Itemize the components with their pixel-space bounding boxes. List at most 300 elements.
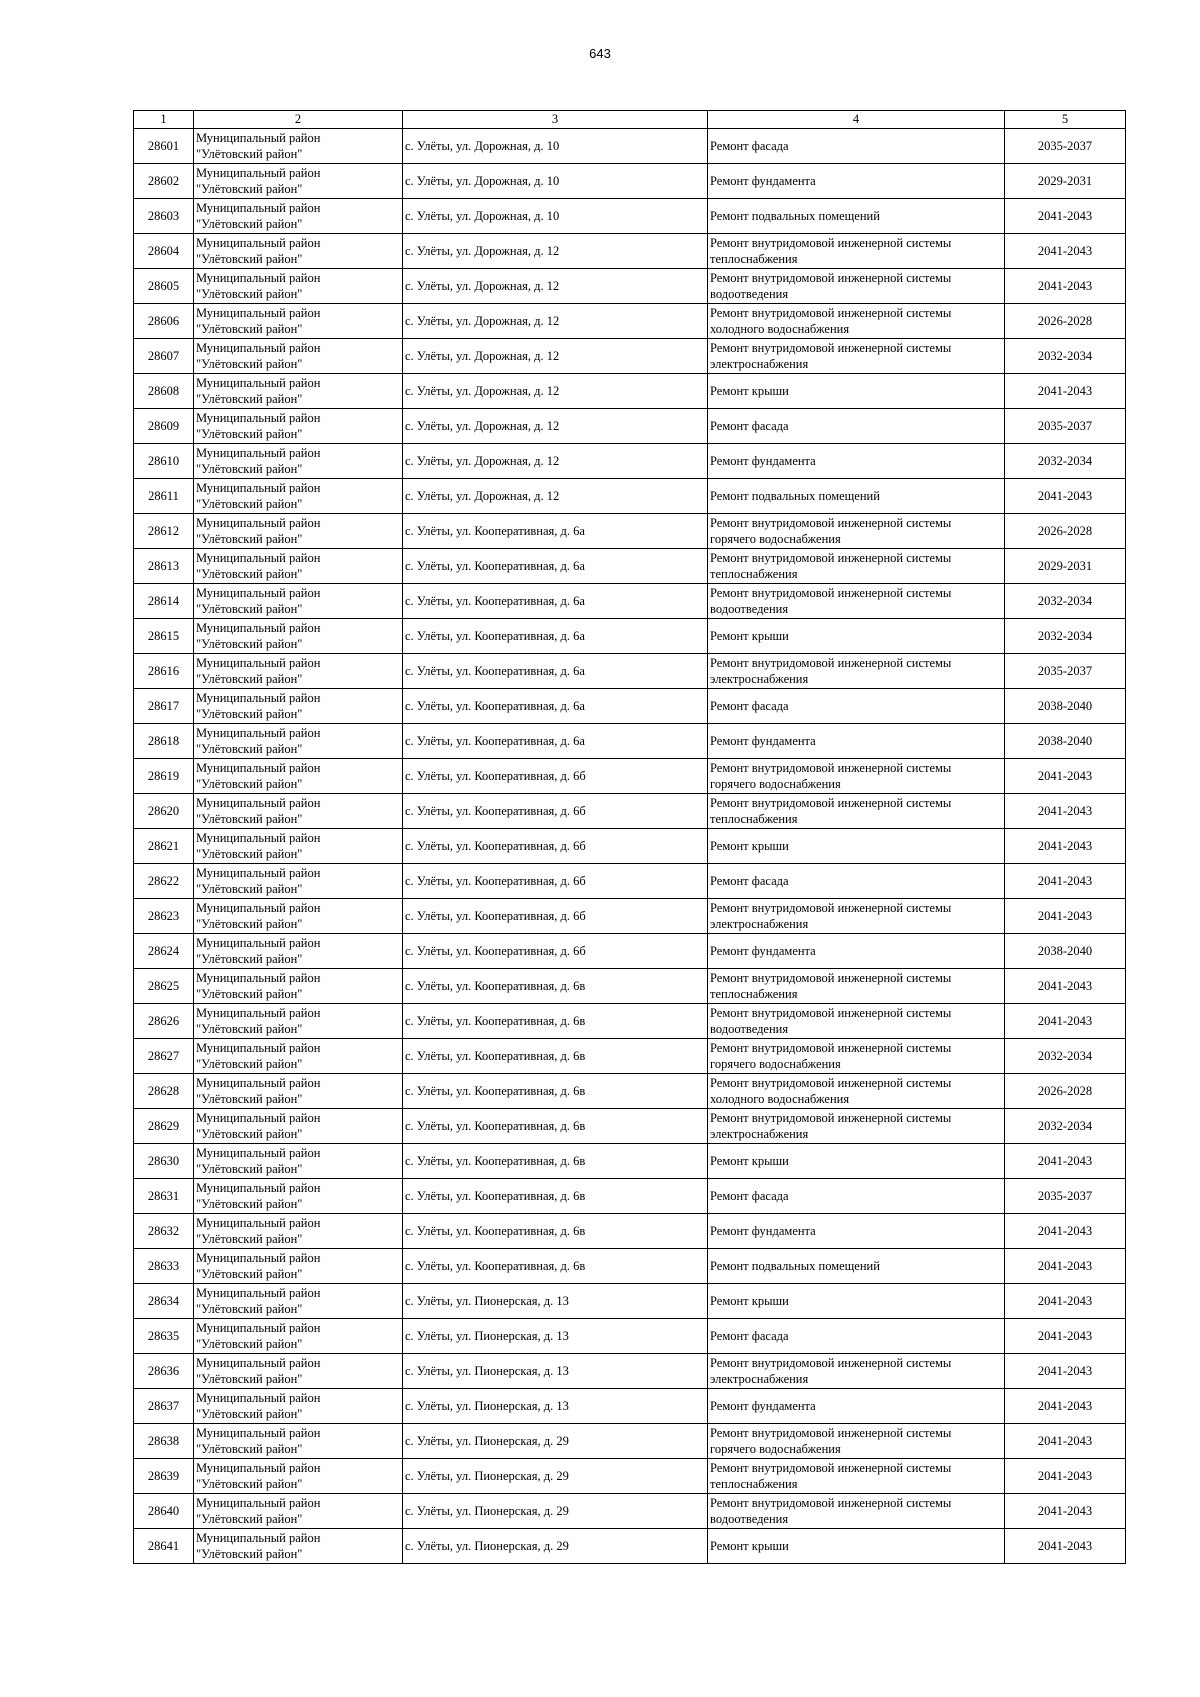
address-cell: с. Улёты, ул. Кооперативная, д. 6в [403, 1074, 708, 1109]
table-row [134, 1424, 1126, 1459]
table-row [134, 829, 1126, 864]
address-cell: с. Улёты, ул. Кооперативная, д. 6а [403, 689, 708, 724]
row-number-cell: 28606 [134, 304, 194, 339]
period-cell: 2041-2043 [1005, 1389, 1126, 1424]
work-type-line: Ремонт внутридомовой инженерной системы [710, 516, 952, 530]
municipality-line: Муниципальный район [196, 1181, 321, 1195]
table-row [134, 129, 1126, 164]
table-row [134, 374, 1126, 409]
work-type-cell [708, 969, 1005, 1004]
municipality-line: Муниципальный район [196, 236, 321, 250]
work-type-cell [708, 1529, 1005, 1564]
municipality-cell [194, 1214, 403, 1249]
municipality-line: "Улётовский район" [196, 742, 303, 756]
work-type-line: Ремонт внутридомовой инженерной системы [710, 901, 952, 915]
table-header [134, 111, 1126, 129]
address-cell: с. Улёты, ул. Пионерская, д. 29 [403, 1494, 708, 1529]
work-type-cell [708, 1039, 1005, 1074]
work-type-cell [708, 1424, 1005, 1459]
municipality-line: "Улётовский район" [196, 182, 303, 196]
municipality-line: "Улётовский район" [196, 252, 303, 266]
address-cell: с. Улёты, ул. Пионерская, д. 13 [403, 1284, 708, 1319]
municipality-line: Муниципальный район [196, 481, 321, 495]
period-cell: 2041-2043 [1005, 1424, 1126, 1459]
municipality-line: "Улётовский район" [196, 1302, 303, 1316]
row-number-cell: 28623 [134, 899, 194, 934]
work-type-cell [708, 1074, 1005, 1109]
work-type-cell [708, 1459, 1005, 1494]
address-cell: с. Улёты, ул. Кооперативная, д. 6а [403, 619, 708, 654]
table-body [134, 129, 1126, 1564]
municipality-line: "Улётовский район" [196, 987, 303, 1001]
municipality-cell [194, 514, 403, 549]
work-type-cell [708, 409, 1005, 444]
work-type-line: Ремонт внутридомовой инженерной системы [710, 236, 952, 250]
municipality-cell [194, 654, 403, 689]
work-type-line: Ремонт внутридомовой инженерной системы [710, 796, 952, 810]
municipality-line: Муниципальный район [196, 1041, 321, 1055]
municipality-line: "Улётовский район" [196, 322, 303, 336]
work-type-line: электроснабжения [710, 1372, 809, 1386]
period-cell: 2041-2043 [1005, 864, 1126, 899]
row-number-cell: 28619 [134, 759, 194, 794]
period-cell: 2038-2040 [1005, 934, 1126, 969]
work-type-cell [708, 619, 1005, 654]
row-number-cell: 28641 [134, 1529, 194, 1564]
period-cell: 2035-2037 [1005, 409, 1126, 444]
address-cell: с. Улёты, ул. Кооперативная, д. 6а [403, 514, 708, 549]
municipality-cell [194, 934, 403, 969]
work-type-line: Ремонт внутридомовой инженерной системы [710, 656, 952, 670]
row-number-cell: 28609 [134, 409, 194, 444]
municipality-line: "Улётовский район" [196, 917, 303, 931]
row-number-cell: 28616 [134, 654, 194, 689]
municipality-line: Муниципальный район [196, 656, 321, 670]
work-type-line: горячего водоснабжения [710, 532, 841, 546]
work-type-line: холодного водоснабжения [710, 1092, 850, 1106]
work-type-cell [708, 654, 1005, 689]
work-type-line: Ремонт внутридомовой инженерной системы [710, 761, 952, 775]
address-cell: с. Улёты, ул. Пионерская, д. 13 [403, 1389, 708, 1424]
table-row [134, 864, 1126, 899]
work-type-line: водоотведения [710, 602, 789, 616]
period-cell: 2026-2028 [1005, 514, 1126, 549]
work-type-line: Ремонт внутридомовой инженерной системы [710, 1496, 952, 1510]
row-number-cell: 28601 [134, 129, 194, 164]
address-cell: с. Улёты, ул. Пионерская, д. 13 [403, 1319, 708, 1354]
work-type-line: Ремонт внутридомовой инженерной системы [710, 1461, 952, 1475]
table-row [134, 234, 1126, 269]
table-row [134, 164, 1126, 199]
municipality-cell [194, 444, 403, 479]
period-cell: 2026-2028 [1005, 1074, 1126, 1109]
work-type-line: Ремонт внутридомовой инженерной системы [710, 586, 952, 600]
period-cell: 2029-2031 [1005, 549, 1126, 584]
municipality-cell [194, 374, 403, 409]
period-cell: 2032-2034 [1005, 619, 1126, 654]
municipality-line: "Улётовский район" [196, 637, 303, 651]
work-type-cell [708, 514, 1005, 549]
municipality-line: Муниципальный район [196, 971, 321, 985]
work-type-line: горячего водоснабжения [710, 1442, 841, 1456]
municipality-line: Муниципальный район [196, 166, 321, 180]
address-cell: с. Улёты, ул. Дорожная, д. 12 [403, 304, 708, 339]
address-cell: с. Улёты, ул. Кооперативная, д. 6в [403, 1144, 708, 1179]
header-row [134, 111, 1126, 129]
municipality-cell [194, 794, 403, 829]
municipality-cell [194, 549, 403, 584]
period-cell: 2041-2043 [1005, 1144, 1126, 1179]
municipality-line: Муниципальный район [196, 1356, 321, 1370]
municipality-cell [194, 619, 403, 654]
table-row [134, 514, 1126, 549]
municipality-line: "Улётовский район" [196, 1197, 303, 1211]
work-type-cell [708, 374, 1005, 409]
row-number-cell: 28626 [134, 1004, 194, 1039]
municipality-line: Муниципальный район [196, 1006, 321, 1020]
work-type-line: Ремонт внутридомовой инженерной системы [710, 1006, 952, 1020]
work-type-line: электроснабжения [710, 672, 809, 686]
municipality-line: "Улётовский район" [196, 1512, 303, 1526]
municipality-line: "Улётовский район" [196, 602, 303, 616]
municipality-cell [194, 1284, 403, 1319]
municipality-cell [194, 304, 403, 339]
work-type-line: Ремонт фасада [710, 699, 789, 713]
table-row [134, 1249, 1126, 1284]
municipality-cell [194, 1004, 403, 1039]
municipality-line: "Улётовский район" [196, 1127, 303, 1141]
work-type-cell [708, 864, 1005, 899]
period-cell: 2041-2043 [1005, 1319, 1126, 1354]
period-cell: 2041-2043 [1005, 969, 1126, 1004]
municipality-line: "Улётовский район" [196, 882, 303, 896]
work-type-line: водоотведения [710, 287, 789, 301]
period-cell: 2041-2043 [1005, 1354, 1126, 1389]
municipality-line: "Улётовский район" [196, 812, 303, 826]
work-type-cell [708, 829, 1005, 864]
table-row [134, 794, 1126, 829]
row-number-cell: 28615 [134, 619, 194, 654]
work-type-line: Ремонт внутридомовой инженерной системы [710, 1356, 952, 1370]
work-type-cell [708, 724, 1005, 759]
work-type-line: Ремонт внутридомовой инженерной системы [710, 341, 952, 355]
municipality-line: Муниципальный район [196, 1076, 321, 1090]
work-type-line: водоотведения [710, 1022, 789, 1036]
table-row [134, 409, 1126, 444]
municipality-line: Муниципальный район [196, 1146, 321, 1160]
work-type-cell [708, 1494, 1005, 1529]
period-cell: 2041-2043 [1005, 1249, 1126, 1284]
row-number-cell: 28627 [134, 1039, 194, 1074]
municipality-line: Муниципальный район [196, 1251, 321, 1265]
work-type-cell [708, 339, 1005, 374]
period-cell: 2041-2043 [1005, 829, 1126, 864]
municipality-line: "Улётовский район" [196, 287, 303, 301]
municipality-line: Муниципальный район [196, 586, 321, 600]
row-number-cell: 28624 [134, 934, 194, 969]
municipality-line: Муниципальный район [196, 131, 321, 145]
address-cell: с. Улёты, ул. Пионерская, д. 29 [403, 1424, 708, 1459]
municipality-line: Муниципальный район [196, 691, 321, 705]
table-row [134, 1179, 1126, 1214]
municipality-line: "Улётовский район" [196, 357, 303, 371]
table-row [134, 444, 1126, 479]
work-type-line: Ремонт фундамента [710, 944, 816, 958]
work-type-line: Ремонт фасада [710, 1189, 789, 1203]
municipality-cell [194, 1424, 403, 1459]
work-type-line: теплоснабжения [710, 987, 798, 1001]
municipality-line: "Улётовский район" [196, 1267, 303, 1281]
period-cell: 2038-2040 [1005, 689, 1126, 724]
table-row [134, 304, 1126, 339]
municipality-line: Муниципальный район [196, 341, 321, 355]
address-cell: с. Улёты, ул. Кооперативная, д. 6в [403, 1179, 708, 1214]
address-cell: с. Улёты, ул. Кооперативная, д. 6в [403, 1109, 708, 1144]
table-row [134, 1144, 1126, 1179]
work-type-line: электроснабжения [710, 917, 809, 931]
municipality-cell [194, 864, 403, 899]
period-cell: 2041-2043 [1005, 1494, 1126, 1529]
table-row [134, 1494, 1126, 1529]
address-cell: с. Улёты, ул. Пионерская, д. 29 [403, 1529, 708, 1564]
municipality-cell [194, 724, 403, 759]
work-type-line: Ремонт крыши [710, 1539, 789, 1553]
row-number-cell: 28635 [134, 1319, 194, 1354]
address-cell: с. Улёты, ул. Кооперативная, д. 6б [403, 759, 708, 794]
table-row [134, 1109, 1126, 1144]
address-cell: с. Улёты, ул. Дорожная, д. 12 [403, 374, 708, 409]
period-cell: 2032-2034 [1005, 339, 1126, 374]
municipality-cell [194, 899, 403, 934]
work-type-cell [708, 1354, 1005, 1389]
work-type-line: электроснабжения [710, 357, 809, 371]
address-cell: с. Улёты, ул. Кооперативная, д. 6б [403, 899, 708, 934]
table-row [134, 724, 1126, 759]
municipality-line: Муниципальный район [196, 901, 321, 915]
period-cell: 2032-2034 [1005, 584, 1126, 619]
work-type-cell [708, 899, 1005, 934]
work-type-line: Ремонт фасада [710, 139, 789, 153]
table-row [134, 654, 1126, 689]
table-row [134, 899, 1126, 934]
row-number-cell: 28634 [134, 1284, 194, 1319]
municipality-cell [194, 339, 403, 374]
municipality-line: "Улётовский район" [196, 777, 303, 791]
work-type-line: электроснабжения [710, 1127, 809, 1141]
work-type-line: Ремонт фасада [710, 874, 789, 888]
row-number-cell: 28633 [134, 1249, 194, 1284]
work-type-cell [708, 1179, 1005, 1214]
municipality-line: Муниципальный район [196, 376, 321, 390]
address-cell: с. Улёты, ул. Кооперативная, д. 6а [403, 654, 708, 689]
work-type-line: Ремонт подвальных помещений [710, 489, 880, 503]
work-type-line: Ремонт подвальных помещений [710, 209, 880, 223]
municipality-cell [194, 1179, 403, 1214]
table-row [134, 619, 1126, 654]
address-cell: с. Улёты, ул. Кооперативная, д. 6б [403, 829, 708, 864]
work-type-line: Ремонт внутридомовой инженерной системы [710, 1076, 952, 1090]
row-number-cell: 28602 [134, 164, 194, 199]
work-type-cell [708, 129, 1005, 164]
work-type-line: Ремонт крыши [710, 839, 789, 853]
work-type-cell [708, 1214, 1005, 1249]
work-type-cell [708, 199, 1005, 234]
work-type-cell [708, 304, 1005, 339]
municipality-line: Муниципальный район [196, 1286, 321, 1300]
work-type-line: теплоснабжения [710, 567, 798, 581]
row-number-cell: 28631 [134, 1179, 194, 1214]
municipality-line: Муниципальный район [196, 411, 321, 425]
municipality-line: Муниципальный район [196, 271, 321, 285]
row-number-cell: 28613 [134, 549, 194, 584]
address-cell: с. Улёты, ул. Кооперативная, д. 6б [403, 934, 708, 969]
municipality-cell [194, 199, 403, 234]
row-number-cell: 28637 [134, 1389, 194, 1424]
table-row [134, 549, 1126, 584]
table-row [134, 1004, 1126, 1039]
municipality-line: Муниципальный район [196, 831, 321, 845]
row-number-cell: 28632 [134, 1214, 194, 1249]
address-cell: с. Улёты, ул. Кооперативная, д. 6в [403, 969, 708, 1004]
municipality-cell [194, 1249, 403, 1284]
municipality-line: Муниципальный район [196, 866, 321, 880]
municipality-cell [194, 1144, 403, 1179]
work-type-cell [708, 1249, 1005, 1284]
municipality-line: Муниципальный район [196, 1496, 321, 1510]
period-cell: 2032-2034 [1005, 1109, 1126, 1144]
address-cell: с. Улёты, ул. Дорожная, д. 12 [403, 409, 708, 444]
work-type-cell [708, 234, 1005, 269]
municipality-line: "Улётовский район" [196, 392, 303, 406]
table-row [134, 1214, 1126, 1249]
row-number-cell: 28614 [134, 584, 194, 619]
municipality-line: "Улётовский район" [196, 1477, 303, 1491]
municipality-cell [194, 234, 403, 269]
row-number-cell: 28628 [134, 1074, 194, 1109]
municipality-cell [194, 1459, 403, 1494]
work-type-line: Ремонт внутридомовой инженерной системы [710, 1111, 952, 1125]
municipality-cell [194, 1529, 403, 1564]
address-cell: с. Улёты, ул. Дорожная, д. 12 [403, 479, 708, 514]
address-cell: с. Улёты, ул. Кооперативная, д. 6б [403, 864, 708, 899]
work-type-line: Ремонт крыши [710, 629, 789, 643]
table-row [134, 934, 1126, 969]
work-type-cell [708, 1319, 1005, 1354]
work-type-line: Ремонт крыши [710, 1154, 789, 1168]
municipality-line: "Улётовский район" [196, 1092, 303, 1106]
period-cell: 2041-2043 [1005, 199, 1126, 234]
row-number-cell: 28608 [134, 374, 194, 409]
work-type-line: Ремонт фасада [710, 419, 789, 433]
table-row [134, 479, 1126, 514]
municipality-cell [194, 689, 403, 724]
period-cell: 2035-2037 [1005, 1179, 1126, 1214]
table-row [134, 1529, 1126, 1564]
capital-repair-table [133, 110, 1126, 1564]
work-type-cell [708, 479, 1005, 514]
municipality-line: "Улётовский район" [196, 1057, 303, 1071]
row-number-cell: 28612 [134, 514, 194, 549]
municipality-cell [194, 969, 403, 1004]
municipality-cell [194, 829, 403, 864]
work-type-cell [708, 1284, 1005, 1319]
period-cell: 2041-2043 [1005, 234, 1126, 269]
work-type-cell [708, 759, 1005, 794]
municipality-line: Муниципальный район [196, 796, 321, 810]
municipality-cell [194, 759, 403, 794]
work-type-line: Ремонт внутридомовой инженерной системы [710, 306, 952, 320]
municipality-cell [194, 1039, 403, 1074]
municipality-line: "Улётовский район" [196, 567, 303, 581]
address-cell: с. Улёты, ул. Дорожная, д. 12 [403, 444, 708, 479]
row-number-cell: 28620 [134, 794, 194, 829]
work-type-line: водоотведения [710, 1512, 789, 1526]
period-cell: 2035-2037 [1005, 129, 1126, 164]
address-cell: с. Улёты, ул. Кооперативная, д. 6в [403, 1004, 708, 1039]
table-row [134, 584, 1126, 619]
municipality-line: Муниципальный район [196, 1531, 321, 1545]
address-cell: с. Улёты, ул. Кооперативная, д. 6а [403, 724, 708, 759]
row-number-cell: 28604 [134, 234, 194, 269]
period-cell: 2032-2034 [1005, 1039, 1126, 1074]
work-type-cell [708, 1004, 1005, 1039]
work-type-line: холодного водоснабжения [710, 322, 850, 336]
work-type-line: Ремонт внутридомовой инженерной системы [710, 1426, 952, 1440]
address-cell: с. Улёты, ул. Кооперативная, д. 6в [403, 1039, 708, 1074]
municipality-line: "Улётовский район" [196, 1442, 303, 1456]
work-type-line: Ремонт фундамента [710, 1399, 816, 1413]
column-header-2: 2 [194, 111, 403, 129]
address-cell: с. Улёты, ул. Кооперативная, д. 6б [403, 794, 708, 829]
municipality-cell [194, 164, 403, 199]
address-cell: с. Улёты, ул. Дорожная, д. 10 [403, 199, 708, 234]
row-number-cell: 28630 [134, 1144, 194, 1179]
work-type-line: Ремонт фундамента [710, 1224, 816, 1238]
period-cell: 2041-2043 [1005, 1284, 1126, 1319]
municipality-line: "Улётовский район" [196, 147, 303, 161]
period-cell: 2041-2043 [1005, 1529, 1126, 1564]
row-number-cell: 28629 [134, 1109, 194, 1144]
work-type-line: теплоснабжения [710, 812, 798, 826]
municipality-line: Муниципальный район [196, 201, 321, 215]
municipality-line: Муниципальный район [196, 1426, 321, 1440]
municipality-line: Муниципальный район [196, 1391, 321, 1405]
work-type-cell [708, 1389, 1005, 1424]
work-type-cell [708, 689, 1005, 724]
period-cell: 2041-2043 [1005, 479, 1126, 514]
period-cell: 2041-2043 [1005, 374, 1126, 409]
municipality-line: Муниципальный район [196, 1321, 321, 1335]
row-number-cell: 28638 [134, 1424, 194, 1459]
municipality-line: Муниципальный район [196, 306, 321, 320]
table-row [134, 1074, 1126, 1109]
table-row [134, 1039, 1126, 1074]
table-row [134, 969, 1126, 1004]
municipality-line: "Улётовский район" [196, 1337, 303, 1351]
address-cell: с. Улёты, ул. Пионерская, д. 13 [403, 1354, 708, 1389]
municipality-line: "Улётовский район" [196, 672, 303, 686]
table-row [134, 199, 1126, 234]
work-type-line: Ремонт фасада [710, 1329, 789, 1343]
work-type-cell [708, 934, 1005, 969]
municipality-line: Муниципальный район [196, 1216, 321, 1230]
municipality-line: Муниципальный район [196, 761, 321, 775]
work-type-line: Ремонт внутридомовой инженерной системы [710, 1041, 952, 1055]
page-number: 643 [589, 46, 611, 61]
table-row [134, 689, 1126, 724]
municipality-cell [194, 584, 403, 619]
column-header-1: 1 [134, 111, 194, 129]
